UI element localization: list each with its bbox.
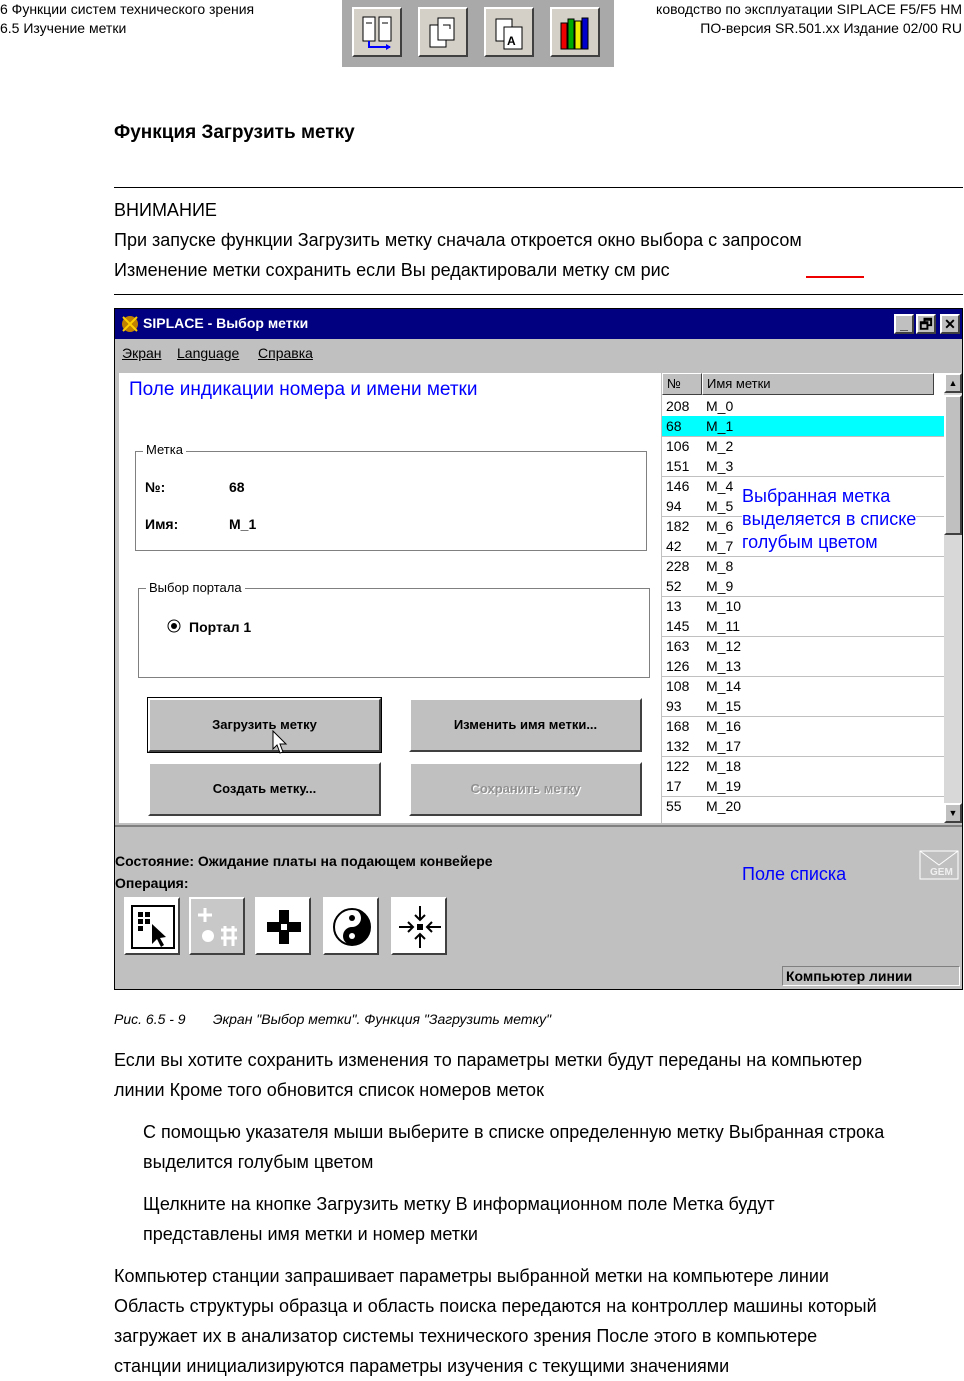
divider bbox=[114, 187, 963, 188]
attention-text-line1: При запуске функции Загрузить метку сначала откроется окно выбора с запросом bbox=[114, 230, 802, 250]
list-item[interactable] bbox=[662, 676, 944, 696]
window-title: SIPLACE - Выбор метки bbox=[143, 315, 309, 331]
portal-1-radio[interactable] bbox=[167, 619, 181, 633]
divider bbox=[114, 294, 963, 295]
list-item[interactable] bbox=[662, 716, 944, 736]
list-item[interactable] bbox=[662, 396, 944, 416]
paragraph-2-line2: выделится голубым цветом bbox=[143, 1152, 374, 1172]
list-item-number: 42 bbox=[666, 538, 682, 554]
contrast-yinyang-icon bbox=[329, 904, 375, 950]
annotation-list-field: Поле списка bbox=[742, 864, 847, 884]
annotation-selection-line3: голубым цветом bbox=[742, 532, 878, 552]
header-version: ПО-версия SR.501.xx Издание 02/00 RU bbox=[700, 20, 962, 36]
paragraph-2-line1: С помощью указателя мыши выберите в списке определенную метку Выбранная строка bbox=[143, 1122, 885, 1142]
list-item[interactable] bbox=[662, 556, 944, 576]
panel-divider bbox=[115, 825, 962, 827]
list-item-name: M_2 bbox=[706, 438, 734, 454]
mark-group-label: Метка bbox=[143, 442, 186, 457]
list-item-name: M_1 bbox=[706, 418, 734, 434]
index-icon-button[interactable] bbox=[484, 7, 534, 57]
attention-title: ВНИМАНИЕ bbox=[114, 200, 217, 220]
gem-logo-text: GEM bbox=[930, 867, 953, 878]
gem-envelope-icon bbox=[918, 845, 960, 883]
list-item-number: 228 bbox=[666, 558, 690, 574]
list-item-number: 52 bbox=[666, 578, 682, 594]
list-item-name: M_18 bbox=[706, 758, 742, 774]
figure-reference-blank bbox=[806, 276, 864, 278]
list-item-name: M_3 bbox=[706, 458, 734, 474]
rename-mark-button[interactable]: Изменить имя метки... bbox=[409, 698, 642, 752]
scroll-up-arrow-icon[interactable]: ▲ bbox=[944, 373, 962, 393]
mark-name-label: Имя: bbox=[145, 516, 179, 532]
list-item[interactable] bbox=[662, 656, 944, 676]
window-titlebar bbox=[115, 309, 962, 339]
menu-screen[interactable]: Экран bbox=[122, 345, 162, 361]
restore-button[interactable]: 🗗 bbox=[916, 314, 936, 334]
list-item-name: M_17 bbox=[706, 738, 742, 754]
center-arrows-icon bbox=[397, 904, 443, 950]
list-item-number: 182 bbox=[666, 518, 690, 534]
list-item-name: M_12 bbox=[706, 638, 742, 654]
list-item-name: M_15 bbox=[706, 698, 742, 714]
mark-name-value: M_1 bbox=[229, 516, 257, 532]
list-item-number: 94 bbox=[666, 498, 682, 514]
list-item-name: M_11 bbox=[706, 618, 740, 634]
window-statusbar bbox=[115, 963, 962, 989]
list-item[interactable] bbox=[662, 616, 944, 636]
select-mode-button[interactable] bbox=[124, 897, 180, 955]
portal-1-label: Портал 1 bbox=[189, 619, 252, 635]
list-item-name: M_14 bbox=[706, 678, 742, 694]
pages-icon bbox=[426, 15, 462, 51]
list-item-number: 122 bbox=[666, 758, 690, 774]
list-item-number: 145 bbox=[666, 618, 690, 634]
status-text: Состояние: Ожидание платы на подающем конвейере bbox=[115, 853, 493, 869]
paragraph-4-line4: станции инициализируются параметры изучения с текущими значениями bbox=[114, 1356, 730, 1376]
mark-list[interactable] bbox=[662, 373, 944, 823]
list-item-name: M_16 bbox=[706, 718, 742, 734]
toc-icon-button[interactable] bbox=[352, 7, 402, 57]
library-icon-button[interactable] bbox=[550, 7, 600, 57]
list-item-name: M_10 bbox=[706, 598, 742, 614]
annotation-selection-line1: Выбранная метка bbox=[742, 486, 891, 506]
list-item-name: M_9 bbox=[706, 578, 734, 594]
list-item-number: 151 bbox=[666, 458, 690, 474]
svg-text:A: A bbox=[507, 34, 516, 48]
pattern-grid-icon bbox=[195, 904, 241, 950]
portal-group-label: Выбор портала bbox=[146, 580, 245, 595]
action-bar bbox=[119, 893, 962, 961]
list-item-number: 13 bbox=[666, 598, 682, 614]
paragraph-3-line1: Щелкните на кнопке Загрузить метку В информационном поле Метка будут bbox=[143, 1194, 775, 1214]
list-item-name: M_7 bbox=[706, 538, 734, 554]
move-cross-icon bbox=[261, 904, 307, 950]
mark-group bbox=[135, 451, 647, 551]
save-mark-button[interactable]: Сохранить метку bbox=[409, 762, 642, 816]
list-item-name: M_5 bbox=[706, 498, 734, 514]
menubar bbox=[115, 339, 962, 367]
list-item[interactable] bbox=[662, 456, 944, 476]
list-item[interactable] bbox=[662, 756, 944, 776]
label-selection-window bbox=[114, 308, 963, 990]
list-item-name: M_19 bbox=[706, 778, 742, 794]
index-icon bbox=[492, 15, 528, 51]
list-item[interactable] bbox=[662, 796, 944, 816]
create-mark-button[interactable]: Создать метку... bbox=[148, 762, 381, 816]
scroll-thumb[interactable] bbox=[944, 395, 962, 535]
pattern-grid-button[interactable] bbox=[189, 897, 245, 955]
radio-selected-icon bbox=[167, 619, 181, 633]
contrast-button[interactable] bbox=[323, 897, 379, 955]
header-section: 6.5 Изучение метки bbox=[0, 20, 127, 36]
center-arrows-button[interactable] bbox=[391, 897, 447, 955]
list-item[interactable] bbox=[662, 736, 944, 756]
paragraph-4-line2: Область структуры образца и область поиска передаются на контроллер машины который bbox=[114, 1296, 877, 1316]
close-button[interactable]: ✕ bbox=[940, 314, 960, 334]
paragraph-4-line3: загружает их в анализатор системы технического зрения После этого в компьютере bbox=[114, 1326, 818, 1346]
main-panel bbox=[119, 373, 661, 823]
list-item-name: M_13 bbox=[706, 658, 742, 674]
scroll-down-arrow-icon[interactable]: ▼ bbox=[944, 803, 962, 823]
list-header-name[interactable]: Имя метки bbox=[702, 373, 934, 395]
mouse-cursor-icon bbox=[272, 730, 288, 756]
list-item-number: 146 bbox=[666, 478, 690, 494]
list-item[interactable] bbox=[662, 636, 944, 656]
list-item-number: 68 bbox=[666, 418, 682, 434]
annotation-selection-line2: выделяется в списке bbox=[742, 509, 917, 529]
list-item-number: 17 bbox=[666, 778, 682, 794]
list-item-number: 55 bbox=[666, 798, 682, 814]
paragraph-1-line1: Если вы хотите сохранить изменения то параметры метки будут переданы на компьютер bbox=[114, 1050, 862, 1070]
list-item-number: 163 bbox=[666, 638, 690, 654]
list-item-name: M_8 bbox=[706, 558, 734, 574]
header-manual: ководство по эксплуатации SIPLACE F5/F5 HM bbox=[656, 1, 962, 17]
move-cross-button[interactable] bbox=[255, 897, 311, 955]
function-heading: Функция Загрузить метку bbox=[114, 122, 355, 143]
list-item-number: 132 bbox=[666, 738, 690, 754]
list-item[interactable] bbox=[662, 576, 944, 596]
annotation-display-field: Поле индикации номера и имени метки bbox=[129, 379, 478, 400]
pages-icon-button[interactable] bbox=[418, 7, 468, 57]
attention-text-line2: Изменение метки сохранить если Вы редактировали метку см рис bbox=[114, 260, 670, 280]
toc-icon bbox=[360, 15, 396, 51]
menu-help[interactable]: Справка bbox=[258, 345, 313, 361]
list-item[interactable] bbox=[662, 696, 944, 716]
mark-number-label: №: bbox=[145, 479, 166, 495]
siplace-app-icon bbox=[120, 314, 140, 334]
figure-caption: Рис. 6.5 - 9 Экран "Выбор метки". Функция "Загрузить метку" bbox=[114, 1011, 552, 1027]
list-item-name: M_20 bbox=[706, 798, 742, 814]
list-item-number: 208 bbox=[666, 398, 690, 414]
list-item-name: M_4 bbox=[706, 478, 734, 494]
mark-number-value: 68 bbox=[229, 479, 245, 495]
header-chapter: 6 Функции систем технического зрения bbox=[0, 1, 255, 17]
list-item-number: 93 bbox=[666, 698, 682, 714]
list-item[interactable] bbox=[662, 776, 944, 796]
list-item-number: 168 bbox=[666, 718, 690, 734]
list-item-name: M_6 bbox=[706, 518, 734, 534]
paragraph-4-line1: Компьютер станции запрашивает параметры выбранной метки на компьютере линии bbox=[114, 1266, 829, 1286]
library-icon bbox=[558, 15, 594, 51]
list-scrollbar[interactable] bbox=[944, 373, 962, 823]
paragraph-1-line2: линии Кроме того обновится список номеров меток bbox=[114, 1080, 544, 1100]
list-header-number[interactable]: № bbox=[662, 373, 702, 395]
paragraph-3-line2: представлены имя метки и номер метки bbox=[143, 1224, 478, 1244]
list-item-number: 106 bbox=[666, 438, 690, 454]
list-item-number: 108 bbox=[666, 678, 690, 694]
list-item[interactable] bbox=[662, 436, 944, 456]
select-pointer-icon bbox=[130, 904, 176, 950]
annotation-selection bbox=[742, 485, 916, 554]
minimize-button[interactable]: _ bbox=[894, 314, 914, 334]
header-toolbar bbox=[342, 0, 614, 67]
list-item-name: M_0 bbox=[706, 398, 734, 414]
list-item[interactable] bbox=[662, 596, 944, 616]
list-item-number: 126 bbox=[666, 658, 690, 674]
statusbar-line-computer: Компьютер линии bbox=[782, 966, 960, 986]
menu-language[interactable]: Language bbox=[177, 345, 240, 361]
operation-label: Операция: bbox=[115, 875, 189, 891]
list-item[interactable] bbox=[662, 416, 944, 436]
load-mark-button[interactable]: Загрузить метку bbox=[148, 698, 381, 752]
